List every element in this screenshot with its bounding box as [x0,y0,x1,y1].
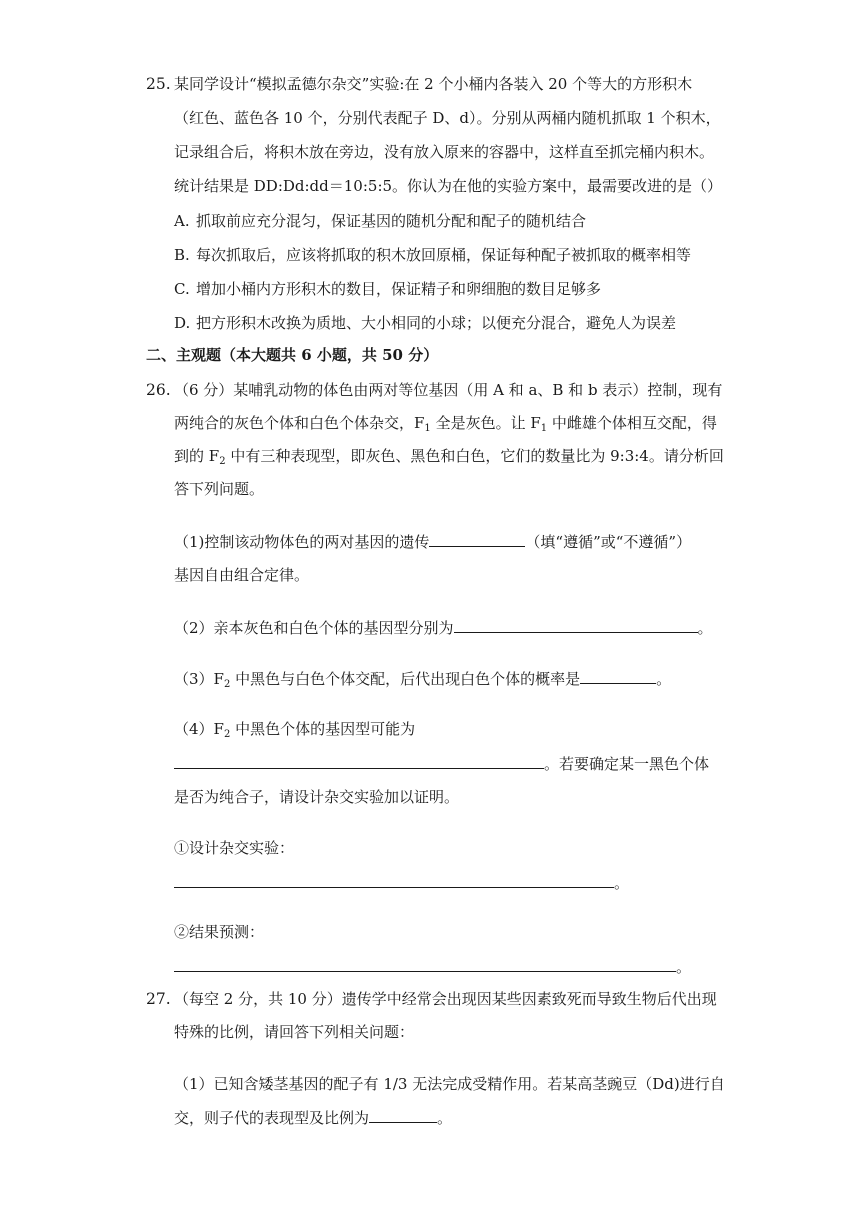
option-label: D. [174,314,191,332]
answer-blank[interactable] [174,872,614,888]
q26-part3: $(3)F_2$ 中黑色与白色个体交配，后代出现白色个体的概率是 。 [174,670,672,690]
q26-predict-label: ②结果预测： [174,923,265,941]
q27-intro-line: （每空 2 分，共 10 分）遗传学中经常会出现因某些因素致死而导致生物后代出现 [174,990,717,1008]
q26-number: 26. [146,381,171,399]
option-text: 把方形积木改换为质地、大小相同的小球；以便充分混合，避免人为误差 [196,314,677,332]
option-text: 增加小桶内方形积木的数目，保证精子和卵细胞的数目足够多 [196,280,602,298]
q26-part4: $(4)F_2$ 中黑色个体的基因型可能为 [174,720,416,740]
q25-option-b[interactable] [174,245,691,265]
q26-intro-line: 两纯合的灰色个体和白色个体杂交，$F_1$ 全是灰色。让 $F_1$ 中雌雄个体相互交配，得 [174,414,717,434]
q27-part1: （1）已知含矮茎基因的配子有 1/3 无法完成受精作用。若某高茎豌豆（Dd)进行自 [174,1075,725,1093]
q26-intro-line: （6 分）某哺乳动物的体色由两对等位基因（用 A 和 a、B 和 b 表示）控制，现有 [174,381,723,399]
answer-blank[interactable] [369,1107,437,1123]
q27-intro-line: 特殊的比例，请回答下列相关问题： [174,1023,415,1041]
q25-option-a[interactable] [174,211,586,231]
q25-stem-line: 记录组合后，将积木放在旁边，没有放入原来的容器中，这样直至抓完桶内积木。 [174,143,715,161]
q26-predict-blank-line: 。 [174,956,691,977]
q25-option-d[interactable] [174,313,676,333]
answer-blank[interactable] [454,617,698,633]
q25-stem-line: 某同学设计“模拟孟德尔杂交”实验:在 2 个小桶内各装入 20 个等大的方形积木 [174,75,693,93]
q26-design-label: ①设计杂交实验： [174,839,295,857]
q26-part4-cont: 是否为纯合子，请设计杂交实验加以证明。 [174,788,460,806]
answer-blank[interactable] [429,531,525,547]
q26-intro-line: 答下列问题。 [174,480,265,498]
option-text: 抓取前应充分混匀，保证基因的随机分配和配子的随机结合 [196,212,587,230]
section-heading: 二、主观题（本大题共 6 小题，共 50 分） [146,346,439,364]
q25-stem-line: 统计结果是 DD:Dd:dd＝10:5:5。你认为在他的实验方案中，最需要改进的是（） [174,177,723,195]
q26-part1: （1)控制该动物体色的两对基因的遗传 （填“遵循”或“不遵循”） [174,533,692,551]
q27-number: 27. [146,990,171,1008]
q25-number: 25. [146,75,171,93]
option-label: C. [174,280,190,298]
option-label: B. [174,246,190,264]
q26-design-blank-line: 。 [174,872,629,893]
q25-stem-line: （红色、蓝色各 10 个，分别代表配子 D、d）。分别从两桶内随机抓取 1 个积木， [174,109,721,127]
option-text: 每次抓取后，应该将抓取的积木放回原桶，保证每种配子被抓取的概率相等 [196,246,692,264]
answer-blank[interactable] [174,753,544,769]
answer-blank[interactable] [174,956,676,972]
answer-blank[interactable] [580,668,656,684]
q27-part1-cont: 交，则子代的表现型及比例为 。 [174,1109,453,1127]
option-label: A. [174,212,190,230]
q26-intro-line: 到的 $F_2$ 中有三种表现型，即灰色、黑色和白色，它们的数量比为 9:3:4。请分析回 [174,447,724,467]
q26-part4-blank-line: 。若要确定某一黑色个体 [174,753,709,774]
q26-part1-cont: 基因自由组合定律。 [174,566,310,584]
q26-part2: （2）亲本灰色和白色个体的基因型分别为 。 [174,619,713,637]
q25-option-c[interactable] [174,279,601,299]
